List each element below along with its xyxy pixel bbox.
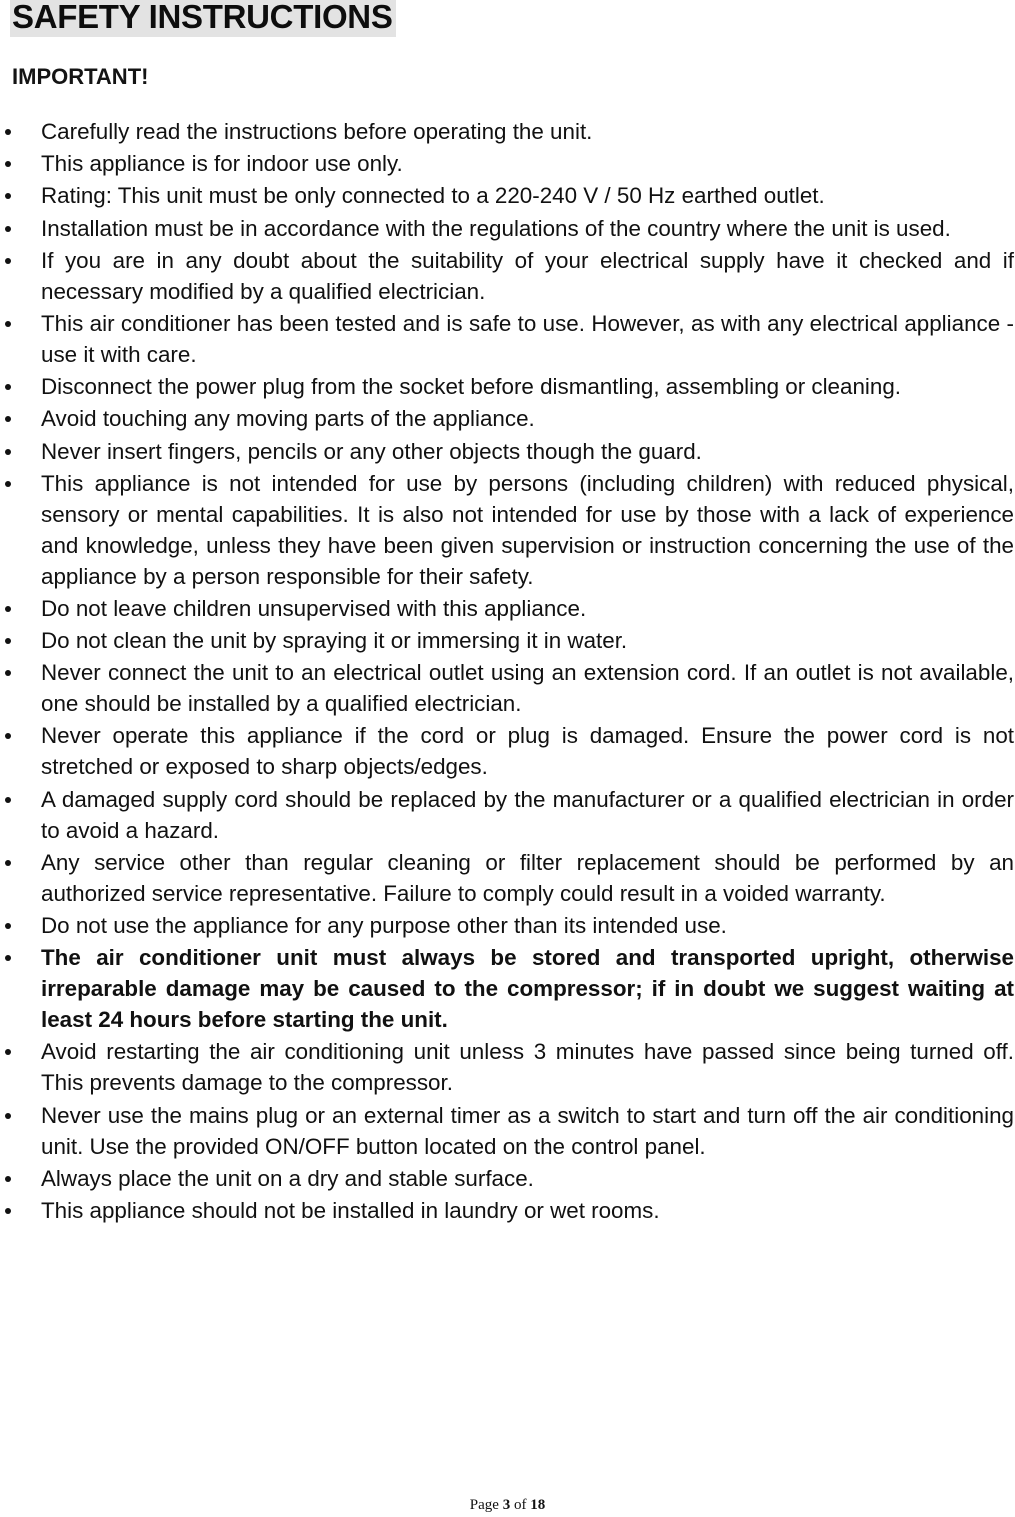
list-item [0, 308, 1015, 370]
list-item [0, 1163, 1015, 1194]
page-title: SAFETY INSTRUCTIONS [10, 0, 396, 37]
list-item [0, 213, 1015, 244]
list-item [0, 1036, 1015, 1098]
list-item [0, 657, 1015, 719]
bullet-icon [5, 1176, 11, 1182]
list-item-text: Always place the unit on a dry and stable surface. [41, 1165, 534, 1191]
list-item [0, 720, 1015, 782]
list-item-text: If you are in any doubt about the suitability of your electrical supply have it checked and if necessary modified by a qualified electrician. [41, 247, 1014, 304]
list-item [0, 1100, 1015, 1162]
bullet-icon [5, 1208, 11, 1214]
list-item [0, 180, 1015, 211]
bullet-icon [5, 129, 11, 135]
bullet-icon [5, 481, 11, 487]
bullet-icon [5, 384, 11, 390]
list-item-text: Do not leave children unsupervised with this appliance. [41, 595, 587, 621]
list-item [0, 371, 1015, 402]
list-item-text: Disconnect the power plug from the socket before dismantling, assembling or cleaning. [41, 374, 902, 400]
list-item-text: Rating: This unit must be only connected to a 220-240 V / 50 Hz earthed outlet. [41, 183, 825, 209]
list-item [0, 468, 1015, 592]
bullet-icon [5, 733, 11, 739]
page-footer [0, 1496, 1015, 1514]
list-item [0, 436, 1015, 467]
bullet-icon [5, 321, 11, 327]
list-item-text: Never connect the unit to an electrical outlet using an extension cord. If an outlet is not available, one should be installed by a qualified electrician. [41, 660, 1014, 717]
bullet-icon [5, 955, 11, 961]
list-item [0, 625, 1015, 656]
list-item-text: Never operate this appliance if the cord or plug is damaged. Ensure the power cord is not stretched or exposed to sharp objects/edges. [41, 723, 1014, 780]
list-item [0, 1195, 1015, 1226]
bullet-icon [5, 193, 11, 199]
list-item-text: Any service other than regular cleaning or filter replacement should be performed by an authorized service representative. Failure to comply could result in a voided warranty. [41, 849, 1014, 906]
bullet-icon [5, 606, 11, 612]
bullet-icon [5, 923, 11, 929]
page-total: 18 [530, 1497, 546, 1513]
bullet-icon [5, 797, 11, 803]
bullet-icon [5, 449, 11, 455]
list-item-text: Never insert fingers, pencils or any other objects though the guard. [41, 438, 702, 464]
list-item-text: This appliance is for indoor use only. [41, 151, 403, 177]
list-item-text: This appliance should not be installed in laundry or wet rooms. [41, 1197, 660, 1223]
important-heading: IMPORTANT! [12, 64, 149, 89]
page-label: Page [469, 1497, 499, 1513]
bullet-icon [5, 161, 11, 167]
bullet-icon [5, 226, 11, 232]
list-item-text: Installation must be in accordance with the regulations of the country where the unit is used. [41, 215, 951, 241]
bullet-icon [5, 1049, 11, 1055]
list-item [0, 245, 1015, 307]
list-item-text: Carefully read the instructions before operating the unit. [41, 119, 593, 144]
bullet-icon [5, 258, 11, 264]
bullet-icon [5, 416, 11, 422]
list-item-text: A damaged supply cord should be replaced by the manufacturer or a qualified electrician in order to avoid a hazard. [41, 786, 1014, 843]
list-item [0, 148, 1015, 179]
safety-instructions-list [0, 116, 1015, 1227]
list-item-text: The air conditioner unit must always be stored and transported upright, otherwise irreparable damage may be caused to the compressor; if in doubt we suggest waiting at least 24 hours before starting the unit. [41, 945, 1014, 1033]
list-item [0, 593, 1015, 624]
page-number: 3 [502, 1497, 511, 1513]
list-item-text: Avoid restarting the air conditioning unit unless 3 minutes have passed since being turned off. This prevents damage to the compressor. [41, 1039, 1014, 1096]
list-item [0, 403, 1015, 434]
bullet-icon [5, 1113, 11, 1119]
bullet-icon [5, 860, 11, 866]
list-item-warning [0, 942, 1015, 1035]
bullet-icon [5, 670, 11, 676]
list-item [0, 910, 1015, 941]
list-item-text: Never use the mains plug or an external timer as a switch to start and turn off the air conditioning unit. Use the provided ON/OFF button located on the control panel. [41, 1102, 1014, 1159]
list-item [0, 116, 1015, 147]
list-item-text: Avoid touching any moving parts of the appliance. [41, 406, 535, 432]
bullet-icon [5, 638, 11, 644]
page-of-label: of [513, 1497, 527, 1513]
list-item [0, 784, 1015, 846]
list-item-text: Do not clean the unit by spraying it or immersing it in water. [41, 628, 628, 654]
list-item-text: This air conditioner has been tested and is safe to use. However, as with any electrical appliance - use it with care. [41, 310, 1014, 367]
list-item [0, 847, 1015, 909]
list-item-text: This appliance is not intended for use by persons (including children) with reduced physical, sensory or mental capabilities. It is also not intended for use by those with a lack of experience and knowledge, unless they have been given supervision or instruction concerning the use of the appliance by a person responsible for their safety. [41, 470, 1014, 589]
list-item-text: Do not use the appliance for any purpose other than its intended use. [41, 913, 727, 938]
